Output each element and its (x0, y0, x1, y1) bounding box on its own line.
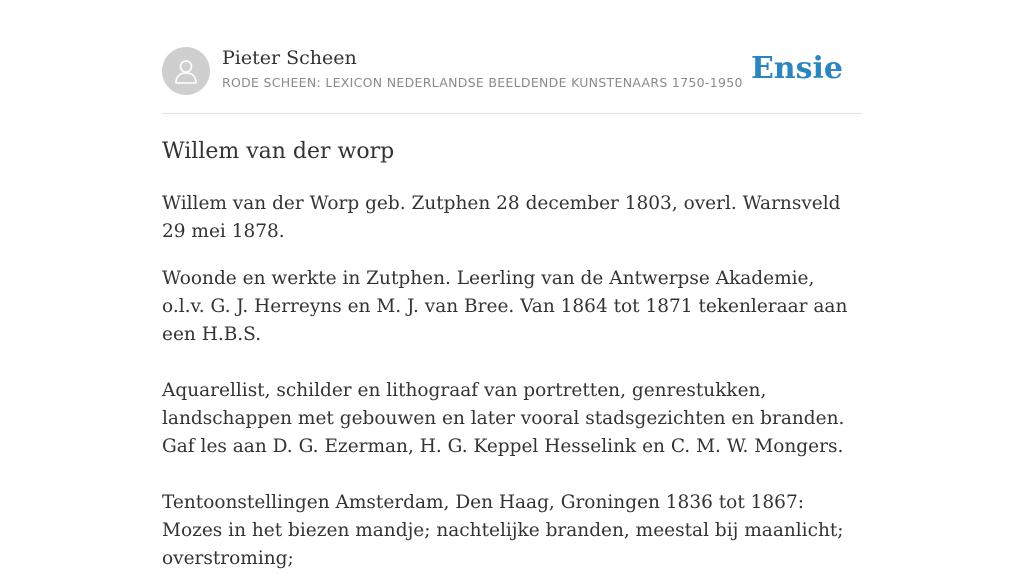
user-silhouette-icon (171, 56, 201, 86)
header-divider (162, 113, 862, 114)
paragraph-spacer (162, 461, 862, 489)
ensie-logo[interactable]: Ensie (750, 51, 843, 86)
article-intro: Willem van der Worp geb. Zutphen 28 december 1803, overl. Warnsveld 29 mei 1878. (162, 193, 841, 242)
article-title: Willem van der worp (162, 139, 395, 164)
article-paragraph: Aquarellist, schilder en lithograaf van portretten, genrestukken, landschappen met gebouwen en later vooral stadsgezichten en branden. Gaf les aan D. G. Ezerman, H. G. Keppel Hesselink en C. M. W. Mongers. (162, 380, 845, 457)
author-avatar[interactable] (162, 47, 210, 95)
source-title[interactable]: RODE SCHEEN: LEXICON NEDERLANDSE BEELDENDE KUNSTENAARS 1750-1950 (222, 75, 743, 90)
article-body (162, 190, 862, 573)
article-paragraph: Woonde en werkte in Zutphen. Leerling van de Antwerpse Akademie, o.l.v. G. J. Herreyns en M. J. van Bree. Van 1864 tot 1871 tekenleraar aan een H.B.S. (162, 268, 848, 345)
article-paragraph: Tentoonstellingen Amsterdam, Den Haag, Groningen 1836 tot 1867: Mozes in het biezen mandje; nachtelijke branden, meestal bij maanlicht; overstroming; (162, 492, 844, 569)
paragraph-spacer (162, 349, 862, 377)
article-header (162, 47, 862, 97)
author-name[interactable]: Pieter Scheen (222, 47, 357, 69)
